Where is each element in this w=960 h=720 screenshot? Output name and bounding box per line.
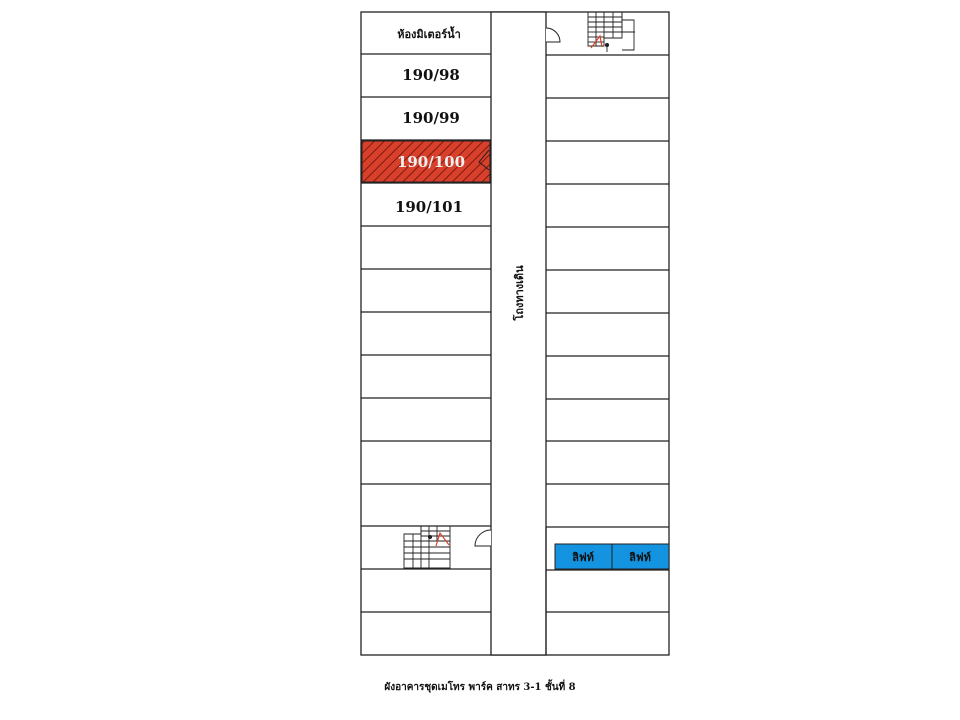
unit-label-190-100: 190/100 <box>396 153 466 171</box>
lift-2-label: ลิฟท์ <box>629 551 651 564</box>
corridor-label: โถงทางเดิน <box>513 265 526 321</box>
corridor <box>491 12 546 655</box>
plan-caption: ผังอาคารชุดเมโทร พาร์ค สาทร 3-1 ชั้นที่ 8 <box>384 682 576 693</box>
unit-label-190-99: 190/99 <box>402 109 460 127</box>
unit-label-190-98: 190/98 <box>402 66 460 84</box>
lift-1-label: ลิฟท์ <box>572 551 594 564</box>
unit-label-meter-room: ห้องมิเตอร์น้ำ <box>397 28 461 41</box>
unit-label-190-101: 190/101 <box>394 198 464 216</box>
